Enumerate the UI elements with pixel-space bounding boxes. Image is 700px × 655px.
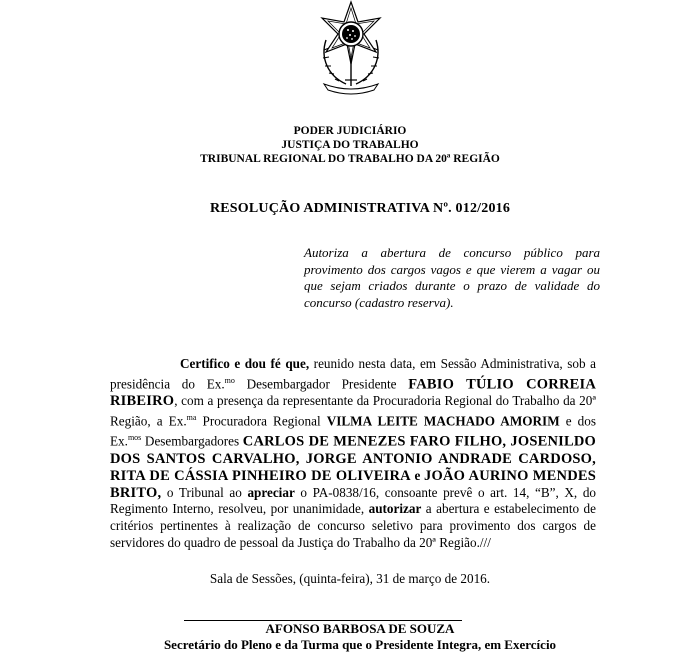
certification-phrase: Certifico e dou fé que,: [180, 356, 310, 371]
body-text-segment: Desembargadores: [141, 433, 243, 449]
body-text-segment: e: [410, 467, 425, 483]
signer-name: AFONSO BARBOSA DE SOUZA: [265, 621, 455, 636]
body-text-segment: e dos Ex.: [110, 413, 596, 449]
brazil-coat-of-arms-icon: [312, 0, 390, 96]
body-text-segment: o Tribunal ao: [161, 484, 248, 500]
header-line-labor-justice: JUSTIÇA DO TRABALHO: [281, 139, 419, 151]
body-text-segment: , com a presença da representante da Procuradoria Regional do Trabalho da 20ª Região, a Ex.: [110, 393, 596, 429]
session-date: Sala de Sessões, (quinta-feira), 31 de março de 2016.: [209, 571, 491, 586]
body-text-segment: a abertura e estabelecimento de critérios pertinentes à realização de concurso seletivo para provimento dos cargos de servidores do quadro de pessoal da Justiça do Trabalho da 20ª Região.///: [110, 501, 596, 551]
superscript: mo: [224, 375, 235, 385]
signer-role: Secretário do Pleno e da Turma que o Presidente Integra, em Exercício: [163, 637, 557, 652]
body-paragraph: [110, 356, 596, 552]
header-line-regional-court: TRIBUNAL REGIONAL DO TRABALHO DA 20ª REGIÃO: [200, 153, 500, 165]
superscript: ma: [186, 413, 197, 423]
apreciar-word: apreciar: [247, 484, 295, 500]
ementa-summary: Autoriza a abertura de concurso público para provimento dos cargos vagos e que vierem a vagar ou que sejam criados durante o prazo de validade do concurso (cadastro reserva).: [304, 245, 600, 310]
autorizar-word: autorizar: [368, 501, 422, 517]
body-text-segment: Desembargador Presidente: [234, 376, 409, 392]
superscript: mos: [127, 433, 142, 443]
body-text-segment: reunido nesta data, em Sessão Administrativa, sob a presidência do Ex.: [110, 356, 596, 392]
president-name: FABIO TÚLIO CORREIA RIBEIRO: [110, 376, 596, 410]
resolution-title: RESOLUÇÃO ADMINISTRATIVA Nº. 012/2016: [209, 201, 511, 216]
body-text-segment: o PA-0838/16, consoante prevê o art. 14, “B”, X, do Regimento Interno, resolveu, por unanimidade,: [110, 484, 597, 517]
judges-names: CARLOS DE MENEZES FARO FILHO, JOSENILDO DOS SANTOS CARVALHO, JORGE ANTONIO ANDRADE CARDOSO, RITA DE CÁSSIA PINHEIRO DE OLIVEIRA: [110, 433, 597, 484]
prosecutor-name: VILMA LEITE MACHADO AMORIM: [326, 413, 560, 429]
body-text-segment: Procuradora Regional: [196, 413, 327, 429]
judge-name-last: JOÃO AURINO MENDES BRITO,: [110, 467, 597, 501]
header-line-judiciary: PODER JUDICIÁRIO: [293, 125, 407, 137]
